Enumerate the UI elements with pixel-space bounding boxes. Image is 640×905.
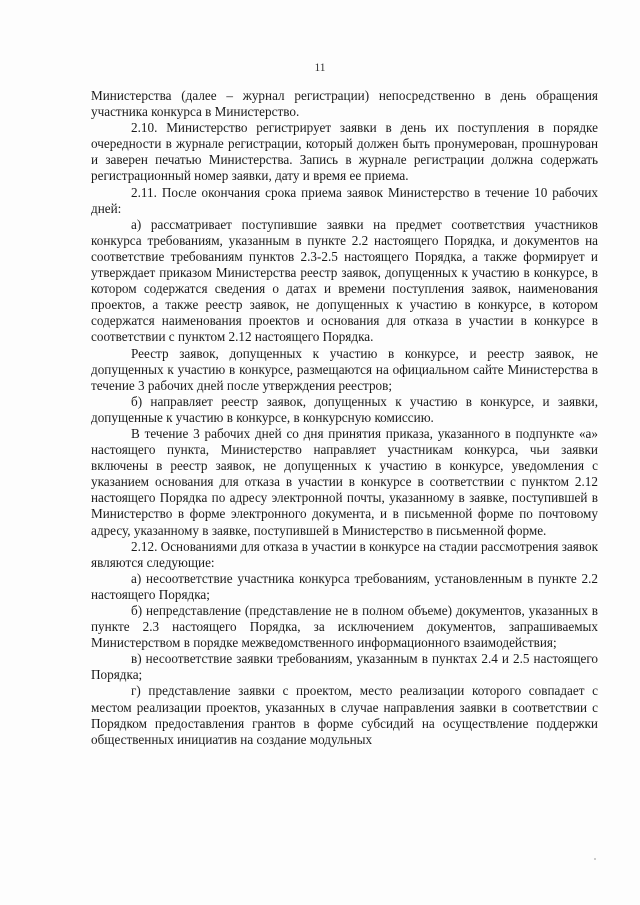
document-body (91, 88, 598, 748)
paragraph-2-12-b: б) непредставление (представление не в полном объеме) документов, указанных в пункте 2.3 настоящего Порядка, за исключением документов, запрашиваемых Министерством в порядке межведомственного информационного взаимодействия; (91, 603, 598, 651)
paragraph-registry-publication: Реестр заявок, допущенных к участию в конкурсе, и реестр заявок, не допущенных к участию в конкурсе, размещаются на официальном сайте Министерства в течение 3 рабочих дней после утверждения реестров; (91, 345, 598, 393)
page-number: 11 (314, 62, 326, 74)
paragraph-2-11-b: б) направляет реестр заявок, допущенных к участию в конкурсе, и заявки, допущенные к участию в конкурсе, в конкурсную комиссию. (91, 393, 598, 425)
paragraph-continuation: Министерства (далее – журнал регистрации) непосредственно в день обращения участника конкурса в Министерство. (91, 88, 598, 120)
paragraph-2-12-a: а) несоответствие участника конкурса требованиям, установленным в пункте 2.2 настоящего Порядка; (91, 570, 598, 602)
paragraph-2-12-v: в) несоответствие заявки требованиям, указанным в пунктах 2.4 и 2.5 настоящего Порядка; (91, 651, 598, 683)
paragraph-notification: В течение 3 рабочих дней со дня принятия приказа, указанного в подпункте «а» настоящего пункта, Министерство направляет участникам конкурса, чьи заявки включены в реестр заявок, не допущенных к участию в конкурсе, уведомления с указанием основания для отказа в участии в конкурсе в соответствии с пунктом 2.12 настоящего Порядка по адресу электронной почты, указанному в заявке, поступившей в Министерство в форме электронного документа, и в письменной форме по почтовому адресу, указанному в заявке, поступившей в Министерство в письменной форме. (91, 425, 598, 538)
scan-speck (594, 858, 596, 860)
paragraph-2-10: 2.10. Министерство регистрирует заявки в день их поступления в порядке очередности в журнале регистрации, который должен быть пронумерован, прошнурован и заверен печатью Министерства. Запись в журнале регистрации должна содержать регистрационный номер заявки, дату и время ее приема. (91, 120, 598, 184)
paragraph-2-12-g: г) представление заявки с проектом, место реализации которого совпадает с местом реализации проектов, указанных в случае направления заявки в соответствии с Порядком предоставления грантов в форме субсидий на осуществление поддержки общественных инициатив на создание модульных (91, 683, 598, 747)
paragraph-2-11-a: а) рассматривает поступившие заявки на предмет соответствия участников конкурса требованиям, указанным в пункте 2.2 настоящего Порядка, и документов на соответствие требованиям пунктов 2.3-2.5 настоящего Порядка, а также формирует и утверждает приказом Министерства реестр заявок, допущенных к участию в конкурсе, в котором содержатся сведения о датах и времени поступления заявок, наименования проектов, а также реестр заявок, не допущенных к участию в конкурсе, в котором содержатся наименования проектов и основания для отказа в участии в конкурсе в соответствии с пунктом 2.12 настоящего Порядка. (91, 216, 598, 345)
paragraph-2-12: 2.12. Основаниями для отказа в участии в конкурсе на стадии рассмотрения заявок являются следующие: (91, 538, 598, 570)
paragraph-2-11: 2.11. После окончания срока приема заявок Министерство в течение 10 рабочих дней: (91, 184, 598, 216)
